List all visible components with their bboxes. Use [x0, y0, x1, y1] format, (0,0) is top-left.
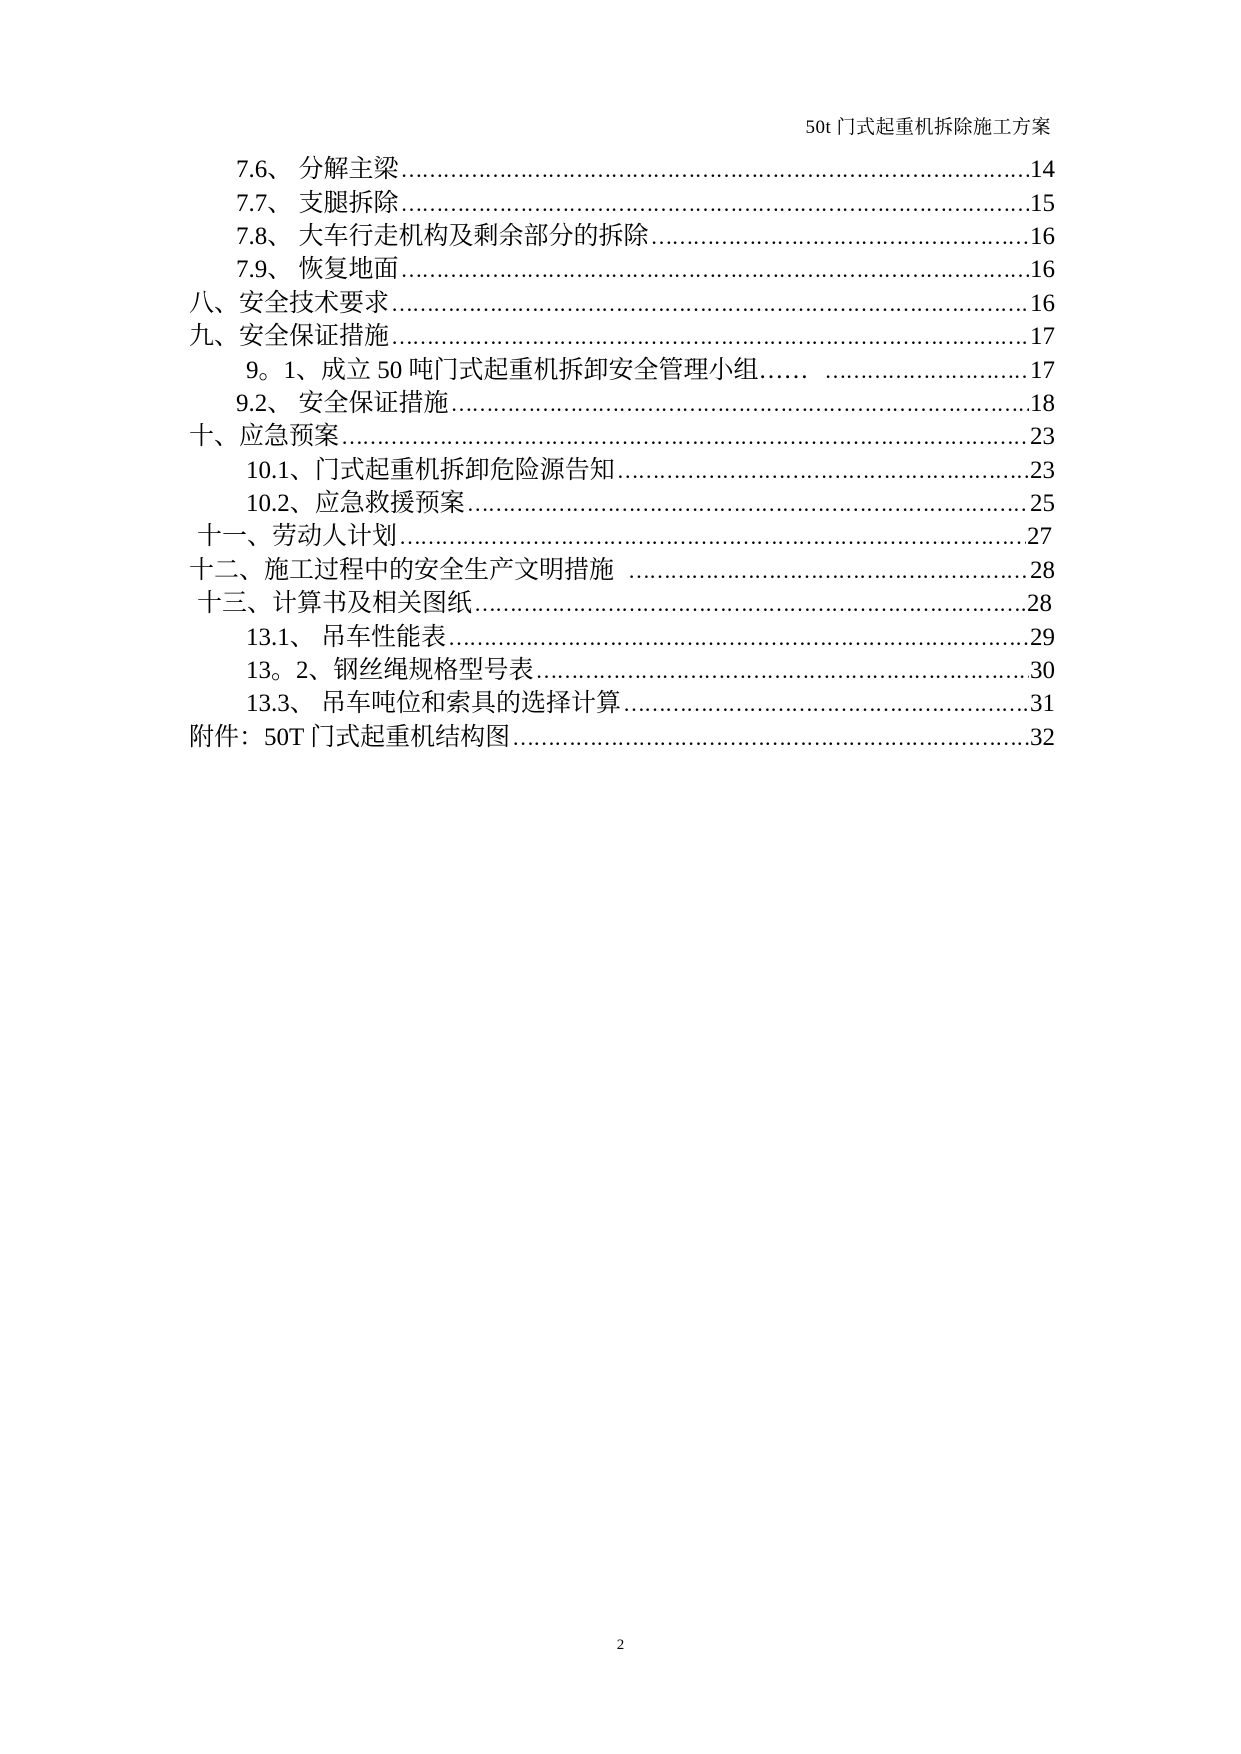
toc-entry-label: 9.2、 安全保证措施	[236, 387, 451, 420]
toc-entry-page: 17	[1030, 356, 1055, 384]
toc-entry-page: 28	[1030, 556, 1055, 584]
toc-entry-page: 30	[1030, 657, 1055, 685]
toc-entry-page: 29	[1030, 623, 1055, 651]
toc-entry[interactable]	[189, 420, 1055, 453]
toc-entry[interactable]	[189, 487, 1055, 520]
toc-dot-leader	[512, 721, 1029, 754]
toc-entry[interactable]	[189, 387, 1055, 420]
toc-entry-page: 28	[1027, 590, 1052, 618]
toc-entry-label: 7.8、 大车行走机构及剩余部分的拆除	[236, 220, 651, 253]
toc-entry-label: 十、应急预案	[189, 420, 341, 453]
toc-dot-leader	[617, 454, 1029, 487]
toc-entry-page: 16	[1030, 256, 1055, 284]
toc-entry-label: 13.1、 吊车性能表	[246, 621, 448, 654]
toc-entry-label: 八、安全技术要求	[189, 287, 391, 320]
toc-entry-label: 7.7、 支腿拆除	[236, 187, 401, 220]
toc-entry-page: 31	[1030, 690, 1055, 718]
toc-dot-leader	[811, 354, 1029, 387]
toc-entry[interactable]	[189, 353, 1055, 386]
toc-entry[interactable]	[189, 587, 1052, 620]
toc-entry-label: 十三、计算书及相关图纸	[197, 587, 474, 620]
toc-entry-label: 十二、施工过程中的安全生产文明措施	[189, 554, 616, 587]
toc-entry-page: 25	[1030, 490, 1055, 518]
table-of-contents	[189, 153, 1055, 754]
toc-entry-label: 13.3、 吊车吨位和索具的选择计算	[246, 687, 623, 720]
toc-entry[interactable]	[189, 620, 1055, 653]
toc-dot-leader	[536, 654, 1029, 687]
toc-entry[interactable]	[189, 287, 1055, 320]
page-header-title: 50t 门式起重机拆除施工方案	[805, 117, 1051, 138]
toc-entry-page: 23	[1030, 456, 1055, 484]
toc-entry-page: 32	[1030, 723, 1055, 751]
toc-dot-leader	[623, 687, 1029, 720]
toc-dot-leader	[651, 220, 1029, 253]
toc-entry-label: 10.1、门式起重机拆卸危险源告知	[246, 454, 617, 487]
toc-entry[interactable]	[189, 687, 1055, 720]
toc-entry-page: 17	[1030, 323, 1055, 351]
toc-dot-leader	[474, 587, 1026, 620]
toc-entry[interactable]	[189, 454, 1055, 487]
toc-entry-label: 九、安全保证措施	[189, 320, 391, 353]
toc-dot-leader	[448, 621, 1029, 654]
toc-dot-leader	[341, 420, 1029, 453]
toc-entry[interactable]	[189, 253, 1055, 286]
toc-dot-leader	[391, 320, 1029, 353]
toc-entry-page: 27	[1027, 523, 1052, 551]
page-number: 2	[616, 1637, 625, 1653]
toc-entry[interactable]	[189, 153, 1055, 186]
toc-entry[interactable]	[189, 721, 1055, 754]
toc-dot-leader	[616, 554, 1029, 587]
toc-entry-label: 十一、劳动人计划	[197, 520, 399, 553]
toc-entry-page: 16	[1030, 222, 1055, 250]
toc-entry-label: 7.9、 恢复地面	[236, 253, 401, 286]
toc-entry-label: 10.2、应急救援预案	[246, 487, 467, 520]
toc-dot-leader	[401, 253, 1029, 286]
toc-entry[interactable]	[189, 554, 1055, 587]
toc-entry[interactable]	[189, 186, 1055, 219]
toc-entry-page: 14	[1030, 156, 1055, 184]
toc-entry-label: 附件：50T 门式起重机结构图	[189, 721, 512, 754]
toc-entry[interactable]	[189, 320, 1055, 353]
toc-entry-page: 15	[1030, 189, 1055, 217]
toc-dot-leader	[467, 487, 1029, 520]
toc-entry[interactable]	[189, 520, 1052, 553]
toc-dot-leader	[399, 520, 1026, 553]
toc-entry-label: 7.6、 分解主梁	[236, 153, 401, 186]
toc-entry[interactable]	[189, 220, 1055, 253]
toc-entry-page: 16	[1030, 289, 1055, 317]
toc-entry[interactable]	[189, 654, 1055, 687]
toc-dot-leader	[451, 387, 1029, 420]
toc-dot-leader	[401, 187, 1029, 220]
toc-entry-label: 13。2、钢丝绳规格型号表	[246, 654, 536, 687]
toc-entry-label: 9。1、成立 50 吨门式起重机拆卸安全管理小组……	[246, 354, 811, 387]
toc-entry-page: 23	[1030, 423, 1055, 451]
toc-dot-leader	[391, 287, 1029, 320]
toc-entry-page: 18	[1030, 389, 1055, 417]
toc-dot-leader	[401, 153, 1029, 186]
